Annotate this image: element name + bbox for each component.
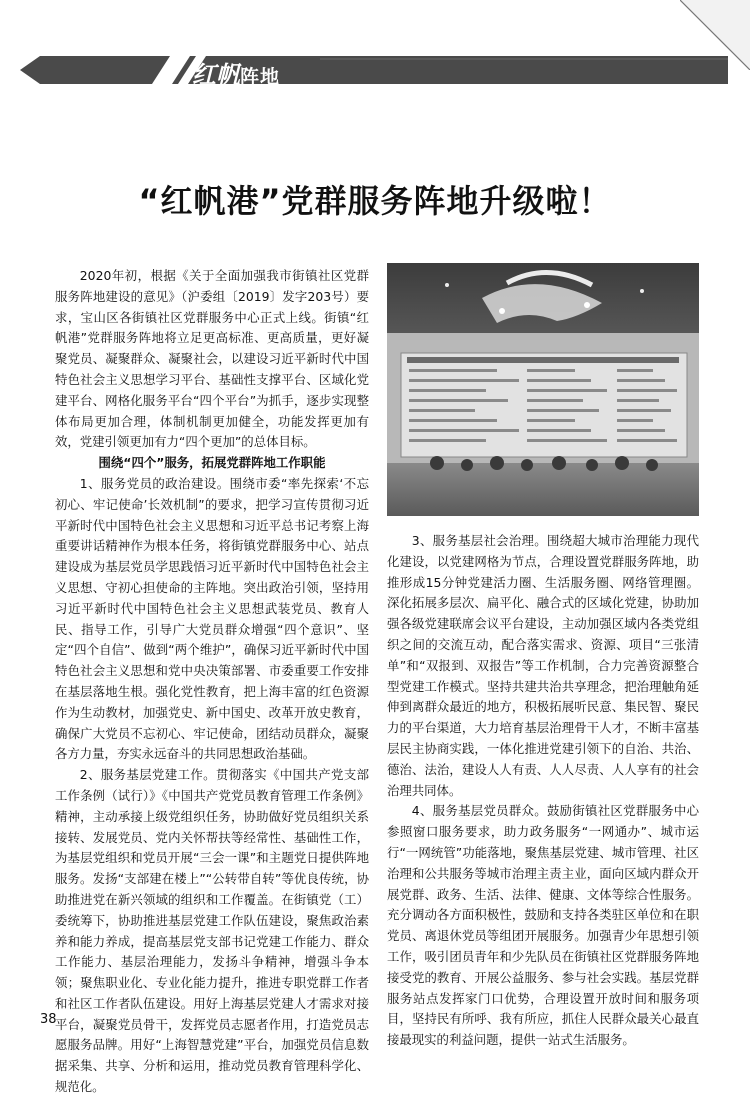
screen-text-line [409, 419, 497, 422]
screen-text-line [617, 379, 665, 382]
screen-text-line [527, 409, 599, 412]
screen-text-line [409, 379, 519, 382]
left-heading: 围绕“四个”服务，拓展党群阵地工作职能 [98, 455, 326, 471]
screen-header-line [407, 357, 679, 363]
photo-led-screen [387, 263, 699, 516]
screen-text-line [617, 439, 677, 442]
screen-text-line [527, 419, 575, 422]
screen-text-line [527, 399, 583, 402]
screen-text-line [617, 409, 671, 412]
section-header-title [192, 55, 280, 90]
left-paragraph: 1、服务党员的政治建设。围绕市委“率先探索‘不忘初心、牢记使命’长效机制”的要求，把学习宣传贯彻习近平新时代中国特色社会主义思想和习近平总书记考察上海重要讲话精神作为根本任务，将街镇党群服务中心、站点建设成为基层党员学思践悟习近平新时代中国特色社会主义思想、守初心担使命的主阵地。突出政治引领，坚持用习近平新时代中国特色社会主义思想武装党员、教育人民、指导工作，引导广大党员群众增强“四个意识”、坚定“四个自信”、做到“两个维护”，确保习近平新时代中国特色社会主义思想和党中央决策部署、市委重要工作安排在基层落地生根。强化党性教育，把上海丰富的红色资源作为生动教材，加强党史、新中国史、改革开放史教育，确保广大党员不忘初心、牢记使命，团结动员群众，凝聚各方力量，夯实永远奋斗的共同思想政治基础。 [55, 475, 369, 762]
left-paragraph: 2020年初，根据《关于全面加强我市街镇社区党群服务阵地建设的意见》（沪委组〔2019〕发字203号）要求，宝山区各街镇社区党群服务中心正式上线。街镇“红帆港”党群服务阵地将立足更高标准、更高质量，更好凝聚党员、凝聚群众、凝聚社会，以建设习近平新时代中国特色社会主义思想学习平台、基础性支撑平台、区域化党建平台、网格化服务平台“四个平台”为抓手，逐步实现整体布局更加合理，体制机制更加健全，功能发挥更加有效，党建引领更加有力“四个更加”的总体目标。 [55, 268, 369, 450]
screen-text-line [409, 399, 508, 402]
section-header-small: 阵地 [240, 66, 281, 88]
section-header-band [20, 56, 728, 84]
left-column [55, 266, 369, 1098]
screen-text-line [409, 439, 486, 442]
screen-text-line [527, 369, 575, 372]
right-paragraph: 3、服务基层社会治理。围绕超大城市治理能力现代化建设，以党建网格为节点，合理设置党群服务阵地，助推形成15分钟党建活力圈、生活服务圈、网络管理圈。深化拓展多层次、扁平化、融合式的区域化党建，协助加强各级党建联席会议平台建设，主动加强区域内各类党组织之间的交流互动，配合落实需求、资源、项目“三张清单”和“双报到、双报告”等工作机制，合力完善资源整合型党建工作模式。坚持共建共治共享理念，把治理触角延伸到离群众最近的地方，积极拓展听民意、集民智、聚民力的平台渠道，大力培育基层治理骨干人才，不断丰富基层民主协商实践，一体化推进党建引领下的自治、共治、德治、法治，建设人人有责、人人尽责、人人享有的社会治理共同体。 [387, 533, 699, 798]
right-paragraph: 4、服务基层党员群众。鼓励街镇社区党群服务中心参照窗口服务要求，助力政务服务“一网通办”、城市运行“一网统管”功能落地，聚焦基层党建、城市管理、社区治理和公共服务等城市治理主责主业，面向区域内群众开展党群、政务、生活、法律、健康、文体等综合性服务。充分调动各方面积极性，鼓励和支持各类驻区单位和在职党员、离退休党员等组团开展服务。加强青少年思想引领工作，吸引团员青年和少先队员在街镇社区党群服务阵地接受党的教育、开展公益服务、参与社会实践。基层党群服务站点发挥家门口优势，合理设置开放时间和服务项目，坚持民有所呼、我有所应，抓住人民群众最关心最直接最现实的利益问题，提供一站式生活服务。 [387, 803, 699, 1048]
screen-text-line [409, 369, 497, 372]
screen-text-line [527, 439, 607, 442]
right-column [387, 531, 699, 1051]
page-number: 38 [40, 1012, 57, 1027]
left-paragraph: 2、服务基层党建工作。贯彻落实《中国共产党支部工作条例（试行）》《中国共产党党员教育管理工作条例》精神，主动承接上级党组织任务，协助做好党员组织关系接转、发展党员、党内关怀帮扶等经常性、基础性工作，为基层党组织和党员开展“三会一课”和主题党日提供阵地服务。发扬“支部建在楼上”“公转带自转”等优良传统，协助推进党在新兴领域的组织和工作覆盖。在街镇党（工）委统筹下，协助推进基层党建工作队伍建设，聚焦政治素养和能力养成，提高基层党支部书记党建工作能力、群众工作能力、基层治理能力，发扬斗争精神，增强斗争本领；聚焦职业化、专业化能力提升，推进专职党群工作者和社区工作者队伍建设。用好上海基层党建人才需求对接平台，凝聚党员骨干，发挥党员志愿者作用，打造党员志愿服务品牌。用好“上海智慧党建”平台，加强党员信息数据采集、共享、分析和运用，推动党员教育管理科学化、规范化。 [55, 767, 369, 1095]
screen-text-line [527, 429, 591, 432]
section-header-big: 红帆 [192, 61, 240, 89]
screen-text-line [617, 419, 653, 422]
screen-text-line [617, 429, 665, 432]
screen-text-line [409, 389, 486, 392]
screen-text-line [617, 399, 659, 402]
screen-text-line [617, 369, 653, 372]
screen-text-line [527, 389, 607, 392]
screen-text-line [409, 429, 519, 432]
screen-text-line [617, 389, 677, 392]
article-title: “红帆港”党群服务阵地升级啦！ [138, 182, 612, 220]
screen-text-line [527, 379, 591, 382]
screen-text-line [409, 409, 475, 412]
